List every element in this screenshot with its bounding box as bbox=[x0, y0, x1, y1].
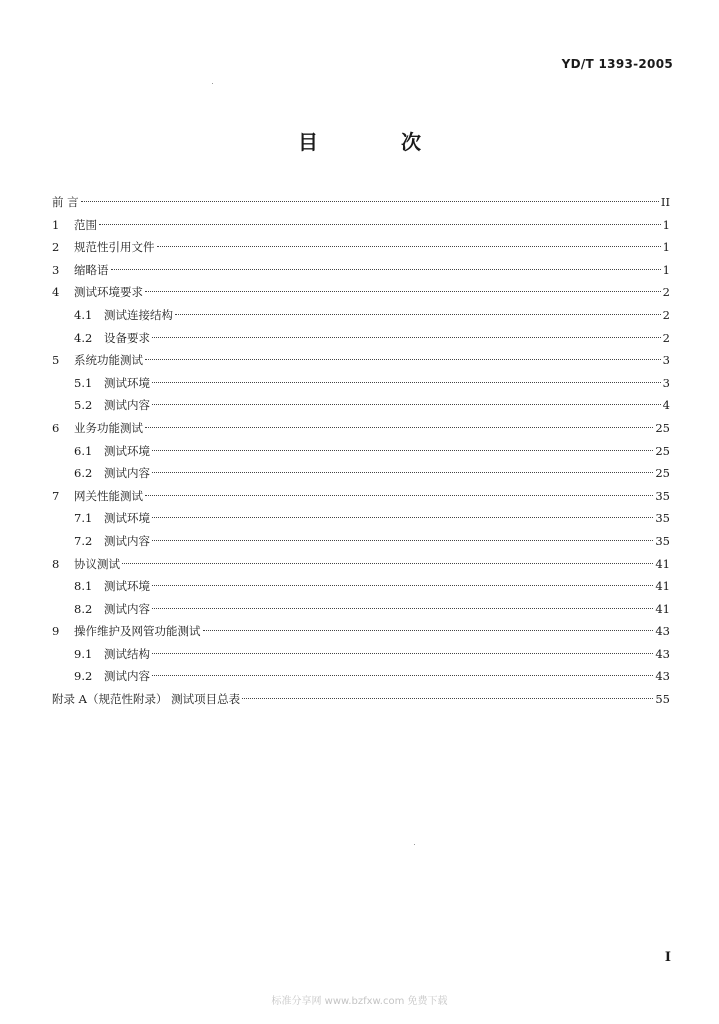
toc-entry-page: 43 bbox=[655, 669, 670, 684]
toc-entry-page: 41 bbox=[655, 579, 670, 594]
toc-entry-number: 6.1 bbox=[74, 443, 93, 458]
toc-entry-page: 3 bbox=[662, 353, 670, 368]
toc-dot-leader bbox=[152, 608, 653, 609]
toc-entry-number: 7.1 bbox=[74, 511, 93, 526]
toc-entry-page: 41 bbox=[655, 601, 670, 616]
toc-entry[interactable] bbox=[52, 485, 670, 508]
toc-entry[interactable] bbox=[52, 462, 670, 485]
toc-dot-leader bbox=[81, 201, 659, 202]
toc-entry-number: 9.2 bbox=[74, 669, 93, 684]
toc-entry[interactable] bbox=[52, 575, 670, 598]
toc-entry-number: 4.1 bbox=[74, 307, 93, 322]
toc-entry-page: II bbox=[660, 195, 670, 209]
toc-entry-page: 35 bbox=[655, 533, 670, 548]
toc-dot-leader bbox=[203, 630, 654, 631]
toc-entry-number: 1 bbox=[52, 217, 60, 232]
toc-dot-leader bbox=[175, 314, 661, 315]
toc-entry-number: 7 bbox=[52, 488, 60, 503]
toc-dot-leader bbox=[145, 495, 653, 496]
toc-dot-leader bbox=[152, 337, 661, 338]
scan-speck bbox=[212, 83, 213, 84]
toc-entry-label: 规范性引用文件 bbox=[74, 240, 155, 255]
toc-entry-number: 9 bbox=[52, 624, 60, 639]
toc-dot-leader bbox=[152, 540, 653, 541]
toc-entry-page: 35 bbox=[655, 511, 670, 526]
toc-entry-label: 测试结构 bbox=[104, 646, 150, 661]
toc-entry[interactable] bbox=[52, 530, 670, 553]
toc-entry[interactable] bbox=[52, 507, 670, 530]
toc-entry-label: 系统功能测试 bbox=[74, 353, 143, 368]
toc-entry-label: 测试内容 bbox=[104, 669, 150, 684]
toc-entry-page: 55 bbox=[655, 692, 670, 707]
toc-entry-number: 7.2 bbox=[74, 533, 93, 548]
toc-entry-number: 8.1 bbox=[74, 579, 93, 594]
toc-dot-leader bbox=[145, 359, 661, 360]
toc-entry-number: 8.2 bbox=[74, 601, 93, 616]
toc-entry[interactable] bbox=[52, 327, 670, 350]
toc-entry[interactable] bbox=[52, 349, 670, 372]
toc-entry-page: 2 bbox=[662, 285, 670, 300]
toc-dot-leader bbox=[152, 517, 653, 518]
toc-entry-page: 43 bbox=[655, 646, 670, 661]
toc-entry-label: 前 言 bbox=[52, 195, 79, 209]
toc-dot-leader bbox=[242, 698, 653, 699]
toc-entry-label: 缩略语 bbox=[74, 262, 109, 277]
toc-entry[interactable] bbox=[52, 620, 670, 643]
toc-dot-leader bbox=[152, 585, 653, 586]
toc-entry[interactable] bbox=[52, 417, 670, 440]
toc-entry-label: 测试环境要求 bbox=[74, 285, 143, 300]
toc-entry-page: 25 bbox=[655, 466, 670, 481]
toc-entry[interactable] bbox=[52, 214, 670, 237]
toc-entry-label: 范围 bbox=[74, 217, 97, 232]
toc-entry-number: 6 bbox=[52, 420, 60, 435]
toc-entry[interactable] bbox=[52, 191, 670, 214]
toc-entry[interactable] bbox=[52, 304, 670, 327]
toc-entry[interactable] bbox=[52, 236, 670, 259]
toc-dot-leader bbox=[152, 472, 653, 473]
toc-entry-label: 测试环境 bbox=[104, 375, 150, 390]
watermark: 标准分享网 www.bzfxw.com 免费下载 bbox=[271, 996, 448, 1007]
toc-entry-page: 1 bbox=[662, 262, 670, 277]
toc-entry-page: 4 bbox=[662, 398, 670, 413]
toc-dot-leader bbox=[122, 563, 653, 564]
toc-entry[interactable] bbox=[52, 553, 670, 576]
toc-entry-page: 1 bbox=[662, 217, 670, 232]
toc-entry-label: 测试环境 bbox=[104, 579, 150, 594]
table-of-contents bbox=[52, 191, 670, 711]
toc-dot-leader bbox=[152, 450, 653, 451]
toc-entry-number: 3 bbox=[52, 262, 60, 277]
toc-entry-label: 测试内容 bbox=[104, 466, 150, 481]
page-number: I bbox=[664, 950, 671, 965]
toc-entry-number: 4 bbox=[52, 285, 60, 300]
toc-entry[interactable] bbox=[52, 665, 670, 688]
toc-entry[interactable] bbox=[52, 440, 670, 463]
toc-entry-page: 25 bbox=[655, 420, 670, 435]
toc-dot-leader bbox=[152, 382, 661, 383]
toc-dot-leader bbox=[111, 269, 661, 270]
toc-entry-label: 附录 A（规范性附录） 测试项目总表 bbox=[52, 692, 241, 707]
toc-entry-label: 业务功能测试 bbox=[74, 420, 143, 435]
toc-entry[interactable] bbox=[52, 598, 670, 621]
toc-entry-number: 6.2 bbox=[74, 466, 93, 481]
toc-entry-number: 5.2 bbox=[74, 398, 93, 413]
toc-entry-page: 1 bbox=[662, 240, 670, 255]
document-code: YD/T 1393-2005 bbox=[561, 57, 673, 71]
toc-entry-number: 5 bbox=[52, 353, 60, 368]
toc-entry-page: 2 bbox=[662, 307, 670, 322]
toc-entry-label: 测试内容 bbox=[104, 398, 150, 413]
toc-entry-number: 2 bbox=[52, 240, 60, 255]
toc-entry[interactable] bbox=[52, 688, 670, 711]
toc-dot-leader bbox=[145, 291, 661, 292]
toc-entry-label: 测试环境 bbox=[104, 443, 150, 458]
toc-entry-label: 测试环境 bbox=[104, 511, 150, 526]
toc-entry-number: 5.1 bbox=[74, 375, 93, 390]
toc-entry[interactable] bbox=[52, 394, 670, 417]
toc-entry-page: 2 bbox=[662, 330, 670, 345]
toc-entry-number: 8 bbox=[52, 556, 60, 571]
toc-entry-label: 测试连接结构 bbox=[104, 307, 173, 322]
toc-entry[interactable] bbox=[52, 643, 670, 666]
toc-dot-leader bbox=[145, 427, 653, 428]
toc-entry[interactable] bbox=[52, 281, 670, 304]
toc-entry[interactable] bbox=[52, 372, 670, 395]
toc-entry-label: 操作维护及网管功能测试 bbox=[74, 624, 201, 639]
toc-entry-page: 35 bbox=[655, 488, 670, 503]
toc-entry[interactable] bbox=[52, 259, 670, 282]
toc-entry-label: 测试内容 bbox=[104, 601, 150, 616]
toc-dot-leader bbox=[157, 246, 661, 247]
toc-entry-label: 协议测试 bbox=[74, 556, 120, 571]
toc-dot-leader bbox=[99, 224, 661, 225]
page-title: 目 次 bbox=[298, 130, 459, 154]
toc-dot-leader bbox=[152, 653, 653, 654]
toc-entry-page: 43 bbox=[655, 624, 670, 639]
scan-speck bbox=[414, 844, 415, 845]
toc-entry-page: 25 bbox=[655, 443, 670, 458]
toc-entry-number: 9.1 bbox=[74, 646, 93, 661]
toc-entry-label: 网关性能测试 bbox=[74, 488, 143, 503]
toc-dot-leader bbox=[152, 404, 661, 405]
toc-entry-page: 3 bbox=[662, 375, 670, 390]
toc-dot-leader bbox=[152, 675, 653, 676]
toc-entry-label: 设备要求 bbox=[104, 330, 150, 345]
toc-entry-number: 4.2 bbox=[74, 330, 93, 345]
toc-entry-page: 41 bbox=[655, 556, 670, 571]
toc-entry-label: 测试内容 bbox=[104, 533, 150, 548]
